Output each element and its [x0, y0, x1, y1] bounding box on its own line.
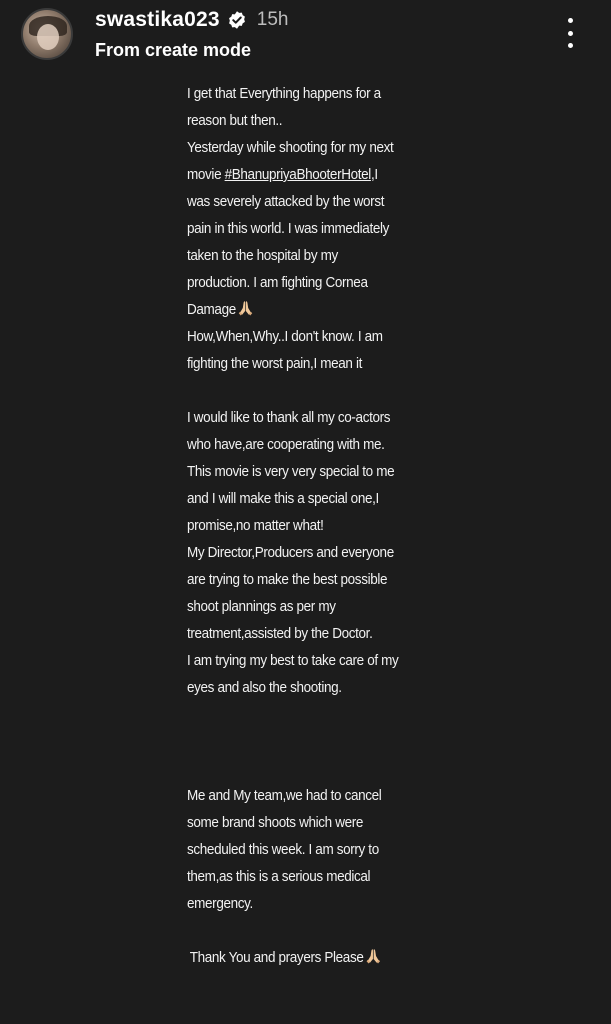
text-line: My Director,Producers and everyone — [187, 544, 394, 561]
text-line: was severely attacked by the worst — [187, 193, 385, 210]
folded-hands-icon — [365, 948, 381, 964]
text-line: I am trying my best to take care of my — [187, 652, 399, 669]
text-line: promise,no matter what! — [187, 517, 324, 534]
text-line: movie #BhanupriyaBhooterHotel,I — [187, 166, 378, 183]
story-text — [187, 80, 467, 971]
text-line: treatment,assisted by the Doctor. — [187, 625, 373, 642]
text-line: Yesterday while shooting for my next — [187, 139, 394, 156]
post-time: 15h — [256, 9, 289, 30]
username-row — [95, 6, 289, 34]
text-line: who have,are cooperating with me. — [187, 436, 385, 453]
text-line: shoot plannings as per my — [187, 598, 336, 615]
hashtag-link[interactable]: #BhanupriyaBhooterHotel — [224, 166, 371, 183]
text-line: I would like to thank all my co-actors — [187, 409, 391, 426]
text-line: are trying to make the best possible — [187, 571, 388, 588]
text-line: How,When,Why..I don't know. I am — [187, 328, 383, 345]
text-line: I get that Everything happens for a — [187, 85, 381, 102]
text-line: reason but then.. — [187, 112, 283, 129]
more-options-icon[interactable] — [562, 18, 578, 48]
text-line: Thank You and prayers Please — [187, 944, 439, 971]
text-line: This movie is very very special to me — [187, 463, 395, 480]
text-line: production. I am fighting Cornea — [187, 274, 368, 291]
verified-badge-icon — [227, 10, 247, 30]
avatar[interactable] — [21, 8, 73, 60]
story-subtitle: From create mode — [95, 40, 252, 60]
text-line: and I will make this a special one,I — [187, 490, 379, 507]
text-line: scheduled this week. I am sorry to — [187, 841, 379, 858]
text-line: Me and My team,we had to cancel — [187, 787, 382, 804]
text-line: eyes and also the shooting. — [187, 679, 342, 696]
text-line: pain in this world. I was immediately — [187, 220, 390, 237]
username[interactable]: swastika023 — [95, 8, 220, 31]
text-line: some brand shoots which were — [187, 814, 364, 831]
folded-hands-icon — [238, 300, 254, 316]
text-line: them,as this is a serious medical — [187, 868, 371, 885]
text-line: emergency. — [187, 895, 253, 912]
text-line: Damage — [187, 296, 439, 323]
story-header — [0, 0, 611, 70]
text-line: fighting the worst pain,I mean it — [187, 355, 362, 372]
text-line: taken to the hospital by my — [187, 247, 338, 264]
